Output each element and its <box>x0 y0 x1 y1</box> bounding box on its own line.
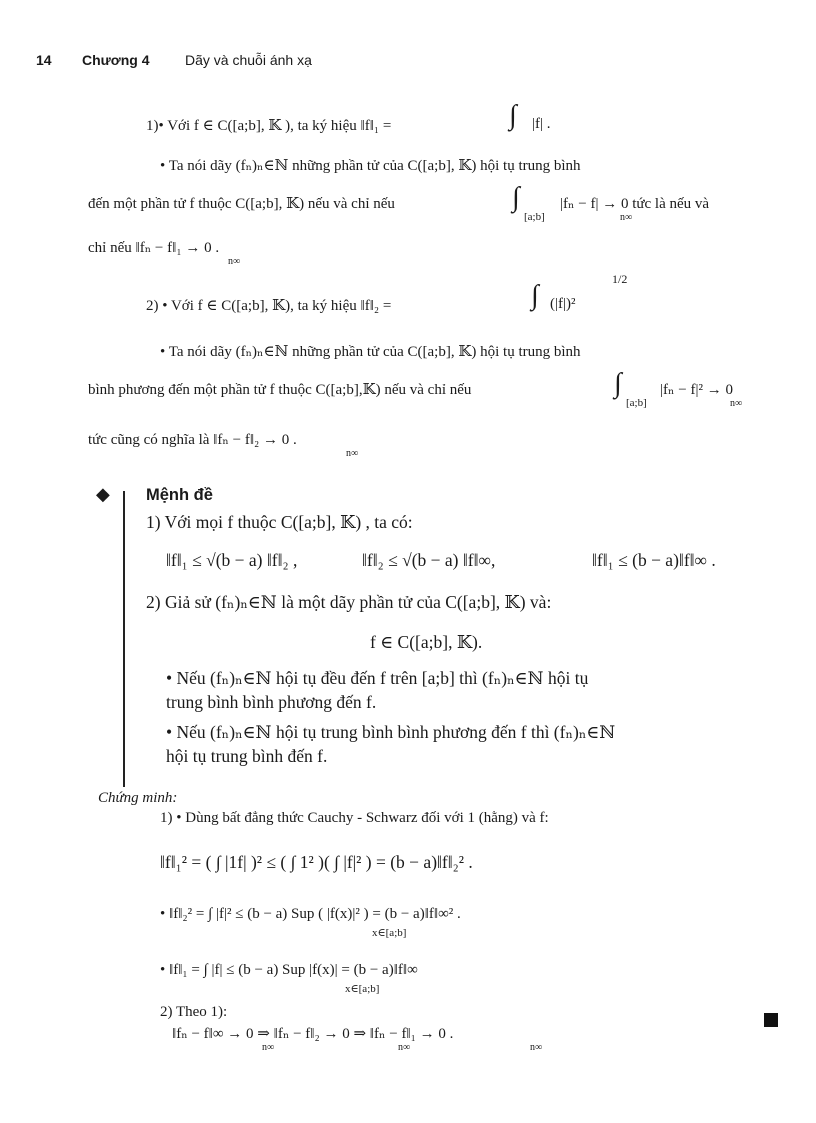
prop-item1: 1) Với mọi f thuộc C([a;b], 𝕂) , ta có: <box>146 512 413 532</box>
def2-line3: bình phương đến một phần tử f thuộc C([a;b],𝕂) nếu và chỉ nếu <box>88 382 472 398</box>
prop-bullet2-b: hội tụ trung bình đến f. <box>166 746 328 766</box>
sup-subscript: x∈[a;b] <box>372 927 407 939</box>
limit-subscript: n∞ <box>730 398 743 409</box>
def2-line4: tức cũng có nghĩa là ‖fₙ − f‖₂ → 0 . <box>88 432 297 448</box>
def1-text: 1)• Với f ∈ C([a;b], 𝕂 ), ta ký hiệu ‖f‖₁ = <box>146 118 392 134</box>
proof-formula-3: • ‖f‖₁ = ∫ |f| ≤ (b − a) Sup |f(x)| = (b − a)‖f‖∞ <box>160 962 418 978</box>
proposition-heading: Mệnh đề <box>146 486 213 504</box>
def1-line3: đến một phần tử f thuộc C([a;b], 𝕂) nếu và chỉ nếu <box>88 196 395 212</box>
integral-sign: ∫ <box>531 280 539 311</box>
page-number: 14 <box>36 52 52 68</box>
def2-line3-tail: |fₙ − f|² → 0 <box>660 382 733 398</box>
integral-sign: ∫ <box>509 100 517 131</box>
def1-bullet: • Ta nói dãy (fₙ)ₙ∈ℕ những phần tử của C([a;b], 𝕂) hội tụ trung bình <box>160 158 581 174</box>
proof-formula-2: • ‖f‖₂² = ∫ |f|² ≤ (b − a) Sup ( |f(x)|² ) = (b − a)‖f‖∞² . <box>160 906 461 922</box>
chapter-label: Chương 4 <box>82 52 150 68</box>
def2-integrand: (|f|)² <box>550 296 576 312</box>
def1-line4: chỉ nếu ‖fₙ − f‖₁ → 0 . <box>88 240 220 256</box>
integral-domain: [a;b] <box>524 211 545 223</box>
prop-bullet1-b: trung bình bình phương đến f. <box>166 692 377 712</box>
proposition-bar <box>123 491 125 787</box>
exponent-half: 1/2 <box>612 272 628 286</box>
sup-subscript: x∈[a;b] <box>345 983 380 995</box>
proof-heading: Chứng minh: <box>98 790 178 806</box>
prop-formula3: ‖f‖₁ ≤ (b − a)‖f‖∞ . <box>592 550 716 570</box>
proof-formula-cauchy: ‖f‖₁² = ( ∫ |1f| )² ≤ ( ∫ 1² )( ∫ |f|² ) = (b − a)‖f‖₂² . <box>160 852 473 872</box>
def1-tail: |f| . <box>532 116 551 132</box>
diamond-icon: ◆ <box>96 484 110 504</box>
chapter-title: Dãy và chuỗi ánh xạ <box>185 52 312 68</box>
limit-subscript: n∞ <box>530 1042 543 1053</box>
integral-sign: ∫ <box>614 368 622 399</box>
prop-formula1: ‖f‖₁ ≤ √(b − a) ‖f‖₂ , <box>166 550 298 570</box>
def2-bullet: • Ta nói dãy (fₙ)ₙ∈ℕ những phần tử của C([a;b], 𝕂) hội tụ trung bình <box>160 344 581 360</box>
limit-subscript: n∞ <box>262 1042 275 1053</box>
proof-part2: 2) Theo 1): <box>160 1004 228 1020</box>
proof-line1: 1) • Dùng bất đẳng thức Cauchy - Schwarz đối với 1 (hằng) và f: <box>160 810 549 826</box>
limit-subscript: n∞ <box>620 212 633 223</box>
def2-text: 2) • Với f ∈ C([a;b], 𝕂), ta ký hiệu ‖f‖₂ = <box>146 298 392 314</box>
integral-sign: ∫ <box>512 182 520 213</box>
prop-item2-formula: f ∈ C([a;b], 𝕂). <box>370 632 483 652</box>
prop-formula2: ‖f‖₂ ≤ √(b − a) ‖f‖∞, <box>362 550 496 570</box>
qed-square-icon <box>764 1013 778 1027</box>
prop-item2: 2) Giả sử (fₙ)ₙ∈ℕ là một dãy phần tử của C([a;b], 𝕂) và: <box>146 592 552 612</box>
limit-subscript: n∞ <box>228 256 241 267</box>
limit-subscript: n∞ <box>398 1042 411 1053</box>
prop-bullet2-a: • Nếu (fₙ)ₙ∈ℕ hội tụ trung bình bình phương đến f thì (fₙ)ₙ∈ℕ <box>166 722 616 742</box>
prop-bullet1-a: • Nếu (fₙ)ₙ∈ℕ hội tụ đều đến f trên [a;b] thì (fₙ)ₙ∈ℕ hội tụ <box>166 668 589 688</box>
proof-chain: ‖fₙ − f‖∞ → 0 ⇒ ‖fₙ − f‖₂ → 0 ⇒ ‖fₙ − f‖₁ → 0 . <box>172 1026 454 1042</box>
def1-line3-tail: |fₙ − f| → 0 tức là nếu và <box>560 196 710 212</box>
limit-subscript: n∞ <box>346 448 359 459</box>
integral-domain: [a;b] <box>626 397 647 409</box>
